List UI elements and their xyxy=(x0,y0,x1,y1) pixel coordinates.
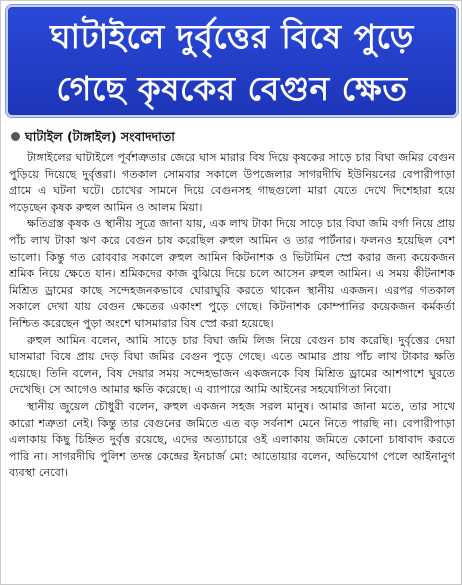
paragraph-3: রুহুল আমিন বলেন, আমি সাড়ে চার বিঘা জমি লিজ নিয়ে বেগুন চাষ করেছি। দুর্বৃত্তের দেয়া ঘাসমারা বিষে প্রায় দেড় বিঘা জমির বেগুন পুড়ে গেছে। এতে আমার প্রায় পাঁচ লাখ টাকার ক্ষতি হয়েছে। তিনি বলেন, বিষ দেয়ার সময় সন্দেহভাজন একজনকে বিষ মিশ্রিত ড্রামের আশপাশে ঘুরতে দেখেছি। সে আগেও আমার ক্ষতি করেছে। এ ব্যাপারে আমি আইনের সহযোগিতা নিবো। xyxy=(9,333,455,397)
article-body xyxy=(9,150,455,580)
headline-line-2: গেছে কৃষকের বেগুন ক্ষেত xyxy=(56,69,408,108)
bullet-icon xyxy=(11,132,20,141)
paragraph-1: টাঙ্গাইলের ঘাটাইলে পূর্বশত্রুতার জেরে ঘাস মারার বিষ দিয়ে কৃষকের সাড়ে চার বিঘা জমির বেগুন পুড়িয়ে দিয়েছে দুর্বৃত্তরা। গতকাল সোমবার সকালে উপজেলার সাগরদীঘি ইউনিয়নের বেপারীপাড়া গ্রামে এ ঘটনা ঘটে। চোখের সামনে দিয়ে বেগুনসহ গাছগুলো মারা যেতে দেখে দিশেহারা হয়ে পড়েছেন কৃষক রুহুল আমিন ও আলম মিয়া। xyxy=(9,151,455,214)
paragraph-2: ক্ষতিগ্রস্ত কৃষক ও স্থানীয় সূত্রে জানা যায়, এক লাখ টাকা দিয়ে সাড়ে চার বিঘা জমি বর্গা নিয়ে প্রায় পাঁচ লাখ টাকা ঋণ করে বেগুন চাষ করেছিল রুহুল আমিন ও তার পার্টনার। ফলনও হয়েছিল বেশ ভালো। কিন্তু গত রোববার সকালে রুহুল আমিন কিটনাশক ও ভিটামিন স্প্রে করার জন্য কয়েকজন শ্রমিক নিয়ে ক্ষেতে যান। শ্রমিকদের কাজ বুঝিয়ে দিয়ে চলে আসেন রুহুল আমিন। এ সময় কীটনাশক মিশ্রিত ড্রামের কাছে সন্দেহজনকভাবে ঘোরাঘুরি করতে থাকেন স্থানীয় একজন। এরপর গতকাল সকালে দেখা যায় বেগুন ক্ষেতের একাংশ পুড়ে গেছে। কিটনাশক কোম্পানির কয়েকজন কর্মকর্তা নিশ্চিত করেছেন পুড়া অংশে ঘাসমারার বিষ স্প্রে করা হয়েছে। xyxy=(9,217,455,330)
headline-line-1: ঘাটাইলে দুর্বৃত্তের বিষে পুড়ে xyxy=(50,17,414,56)
byline-text: ঘাটাইল (টাঙ্গাইল) সংবাদদাতা xyxy=(25,129,175,144)
headline-banner xyxy=(6,5,458,117)
paragraph-4: স্থানীয় জুয়েল চৌধুরী বলেন, রুহুল একজন সহজ সরল মানুষ। আমার জানা মতে, তার সাথে কারো শত্রুতা নেই। কিন্তু তার বেগুনের জমিতে এত বড় সর্বনাশ মেনে নিতে পারছি না। বেপারীপাড়া এলাকায় কিছু চিহ্নিত দুর্বৃত্ত রয়েছে, এদের অত্যাচারে ওই এলাকায় জমিতে কোনো চাষাবাদ করতে পারি না। সাগরদীঘি পুলিশ তদন্ত কেন্দ্রের ইনচার্জ মো: আতোয়ার বলেন, অভিযোগ পেলে আইনানুগ ব্যবস্থা নেবো। xyxy=(9,399,455,480)
byline xyxy=(11,128,175,146)
